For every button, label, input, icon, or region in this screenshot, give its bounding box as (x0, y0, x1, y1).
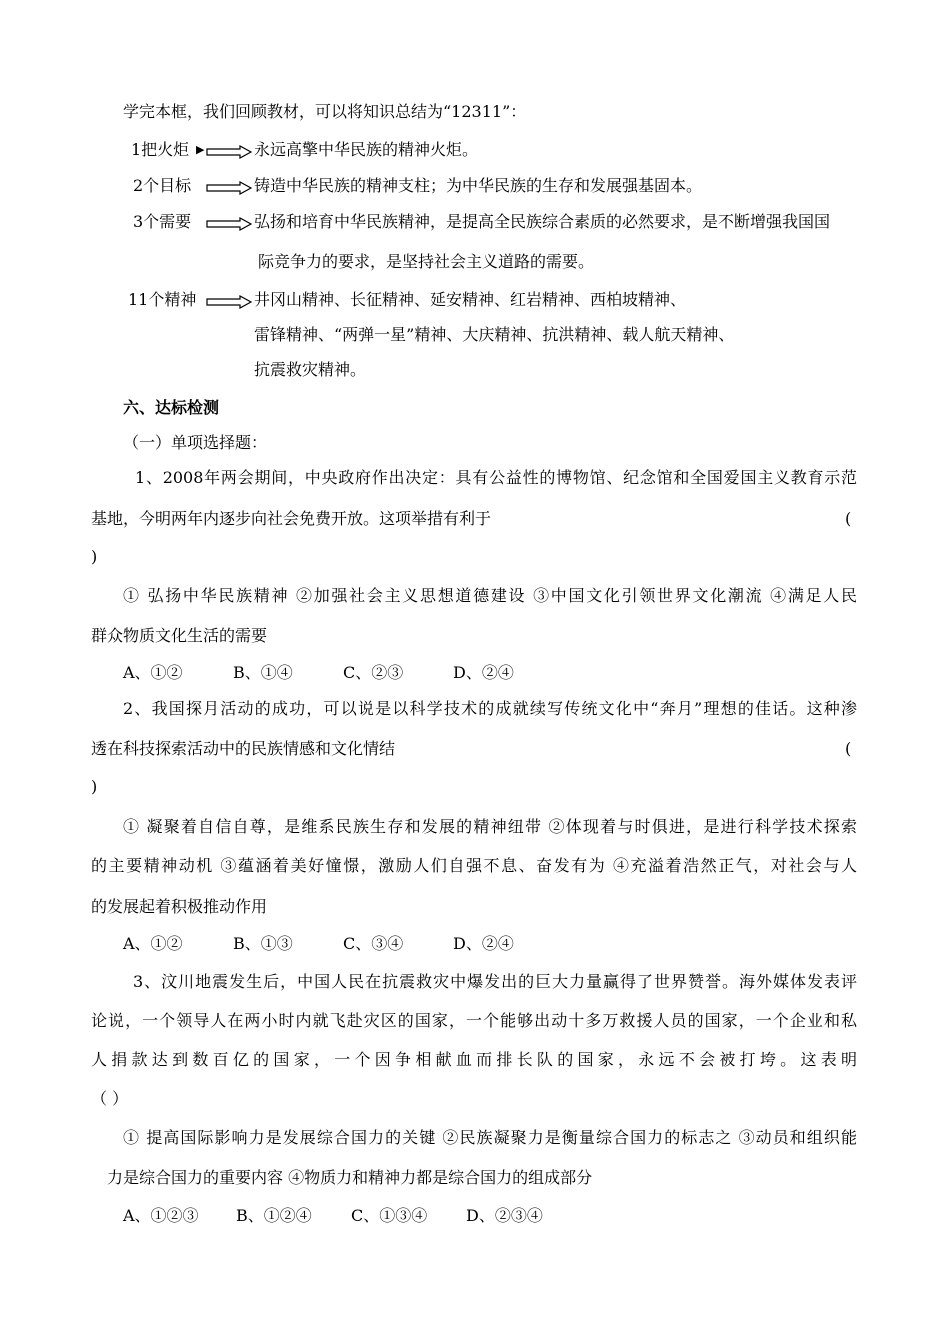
triangle-marker-icon: ▶ (196, 143, 205, 156)
q2-stem-line-1: 2、我国探月活动的成功，可以说是以科学技术的成就续写传统文化中“奔月”理想的佳话。这种渗 (123, 699, 857, 718)
q2-statement-line-3: 的发展起着积极推动作用 (91, 897, 268, 916)
q2-answer-bracket-open: ( (845, 739, 852, 758)
q3-stem-line-1: 3、汶川地震发生后，中国人民在抗震救灾中爆发出的巨大力量赢得了世界赞誉。海外媒体发表评 (133, 972, 857, 991)
q2-option-b[interactable]: B、①③ (233, 934, 293, 953)
q1-option-d[interactable]: D、②④ (453, 663, 514, 682)
summary-text-needs-1: 弘扬和培育中华民族精神，是提高全民族综合素质的必然要求，是不断增强我国国 (254, 212, 831, 231)
q3-answer-bracket: （ ） (91, 1089, 129, 1108)
q1-option-b[interactable]: B、①④ (233, 663, 293, 682)
q1-stem-line-1: 1、2008年两会期间，中央政府作出决定：具有公益性的博物馆、纪念馆和全国爱国主义教育示范 (135, 468, 857, 487)
summary-text-needs-2: 际竞争力的要求，是坚持社会主义道路的需要。 (258, 252, 595, 271)
q1-answer-bracket-open: ( (845, 509, 852, 528)
summary-label-spirits: 11个精神 (128, 290, 197, 309)
summary-label-goals: 2个目标 (133, 176, 192, 195)
q3-option-c[interactable]: C、①③④ (351, 1206, 428, 1225)
summary-text-spirits-3: 抗震救灾精神。 (254, 360, 367, 379)
q3-option-d[interactable]: D、②③④ (466, 1206, 543, 1225)
q2-option-c[interactable]: C、③④ (343, 934, 404, 953)
q2-statement-line-1: ① 凝聚着自信自尊，是维系民族生存和发展的精神纽带 ②体现着与时俱进，是进行科学技术探索 (123, 817, 857, 836)
hollow-arrow-icon (206, 181, 252, 195)
q2-stem-line-2: 透在科技探索活动中的民族情感和文化情结 (91, 739, 396, 758)
hollow-arrow-icon (206, 217, 252, 231)
q1-statement-line-2: 群众物质文化生活的需要 (91, 626, 268, 645)
q1-statement-line-1: ① 弘扬中华民族精神 ②加强社会主义思想道德建设 ③中国文化引领世界文化潮流 ④满足人民 (123, 586, 857, 605)
q2-option-a[interactable]: A、①② (123, 934, 183, 953)
q3-option-b[interactable]: B、①②④ (236, 1206, 312, 1225)
section-subheading: （一）单项选择题： (123, 433, 268, 452)
summary-label-torch: 1把火炬 (131, 140, 190, 159)
q3-stem-line-2: 论说，一个领导人在两小时内就飞赴灾区的国家，一个能够出动十多万救援人员的国家，一个企业和私 (91, 1011, 857, 1030)
hollow-arrow-icon (206, 295, 252, 309)
q2-option-d[interactable]: D、②④ (453, 934, 514, 953)
summary-intro: 学完本框，我们回顾教材，可以将知识总结为“12311”： (123, 102, 527, 121)
hollow-arrow-icon (206, 145, 252, 159)
q3-stem-line-3: 人捐款达到数百亿的国家，一个因争相献血而排长队的国家，永远不会被打垮。这表明 (91, 1050, 857, 1069)
summary-label-needs: 3个需要 (133, 212, 192, 231)
q1-option-a[interactable]: A、①② (123, 663, 183, 682)
q3-statement-line-2: 力是综合国力的重要内容 ④物质力和精神力都是综合国力的组成部分 (107, 1168, 593, 1187)
q1-option-c[interactable]: C、②③ (343, 663, 404, 682)
q1-answer-bracket-close: ) (91, 547, 98, 566)
section-heading: 六、达标检测 (123, 398, 220, 417)
q2-answer-bracket-close: ) (91, 777, 98, 796)
summary-text-spirits-2: 雷锋精神、“两弹一星”精神、大庆精神、抗洪精神、载人航天精神、 (254, 325, 735, 344)
q1-stem-line-2: 基地，今明两年内逐步向社会免费开放。这项举措有利于 (91, 509, 492, 528)
summary-text-torch: 永远高擎中华民族的精神火炬。 (254, 140, 479, 159)
q3-statement-line-1: ① 提高国际影响力是发展综合国力的关键 ②民族凝聚力是衡量综合国力的标志之 ③动员和组织能 (123, 1128, 857, 1147)
summary-text-spirits-1: 井冈山精神、长征精神、延安精神、红岩精神、西柏坡精神、 (254, 290, 687, 309)
q3-option-a[interactable]: A、①②③ (123, 1206, 199, 1225)
q2-statement-line-2: 的主要精神动机 ③蕴涵着美好憧憬，激励人们自强不息、奋发有为 ④充溢着浩然正气，对社会与人 (91, 856, 857, 875)
summary-text-goals: 铸造中华民族的精神支柱；为中华民族的生存和发展强基固本。 (254, 176, 703, 195)
